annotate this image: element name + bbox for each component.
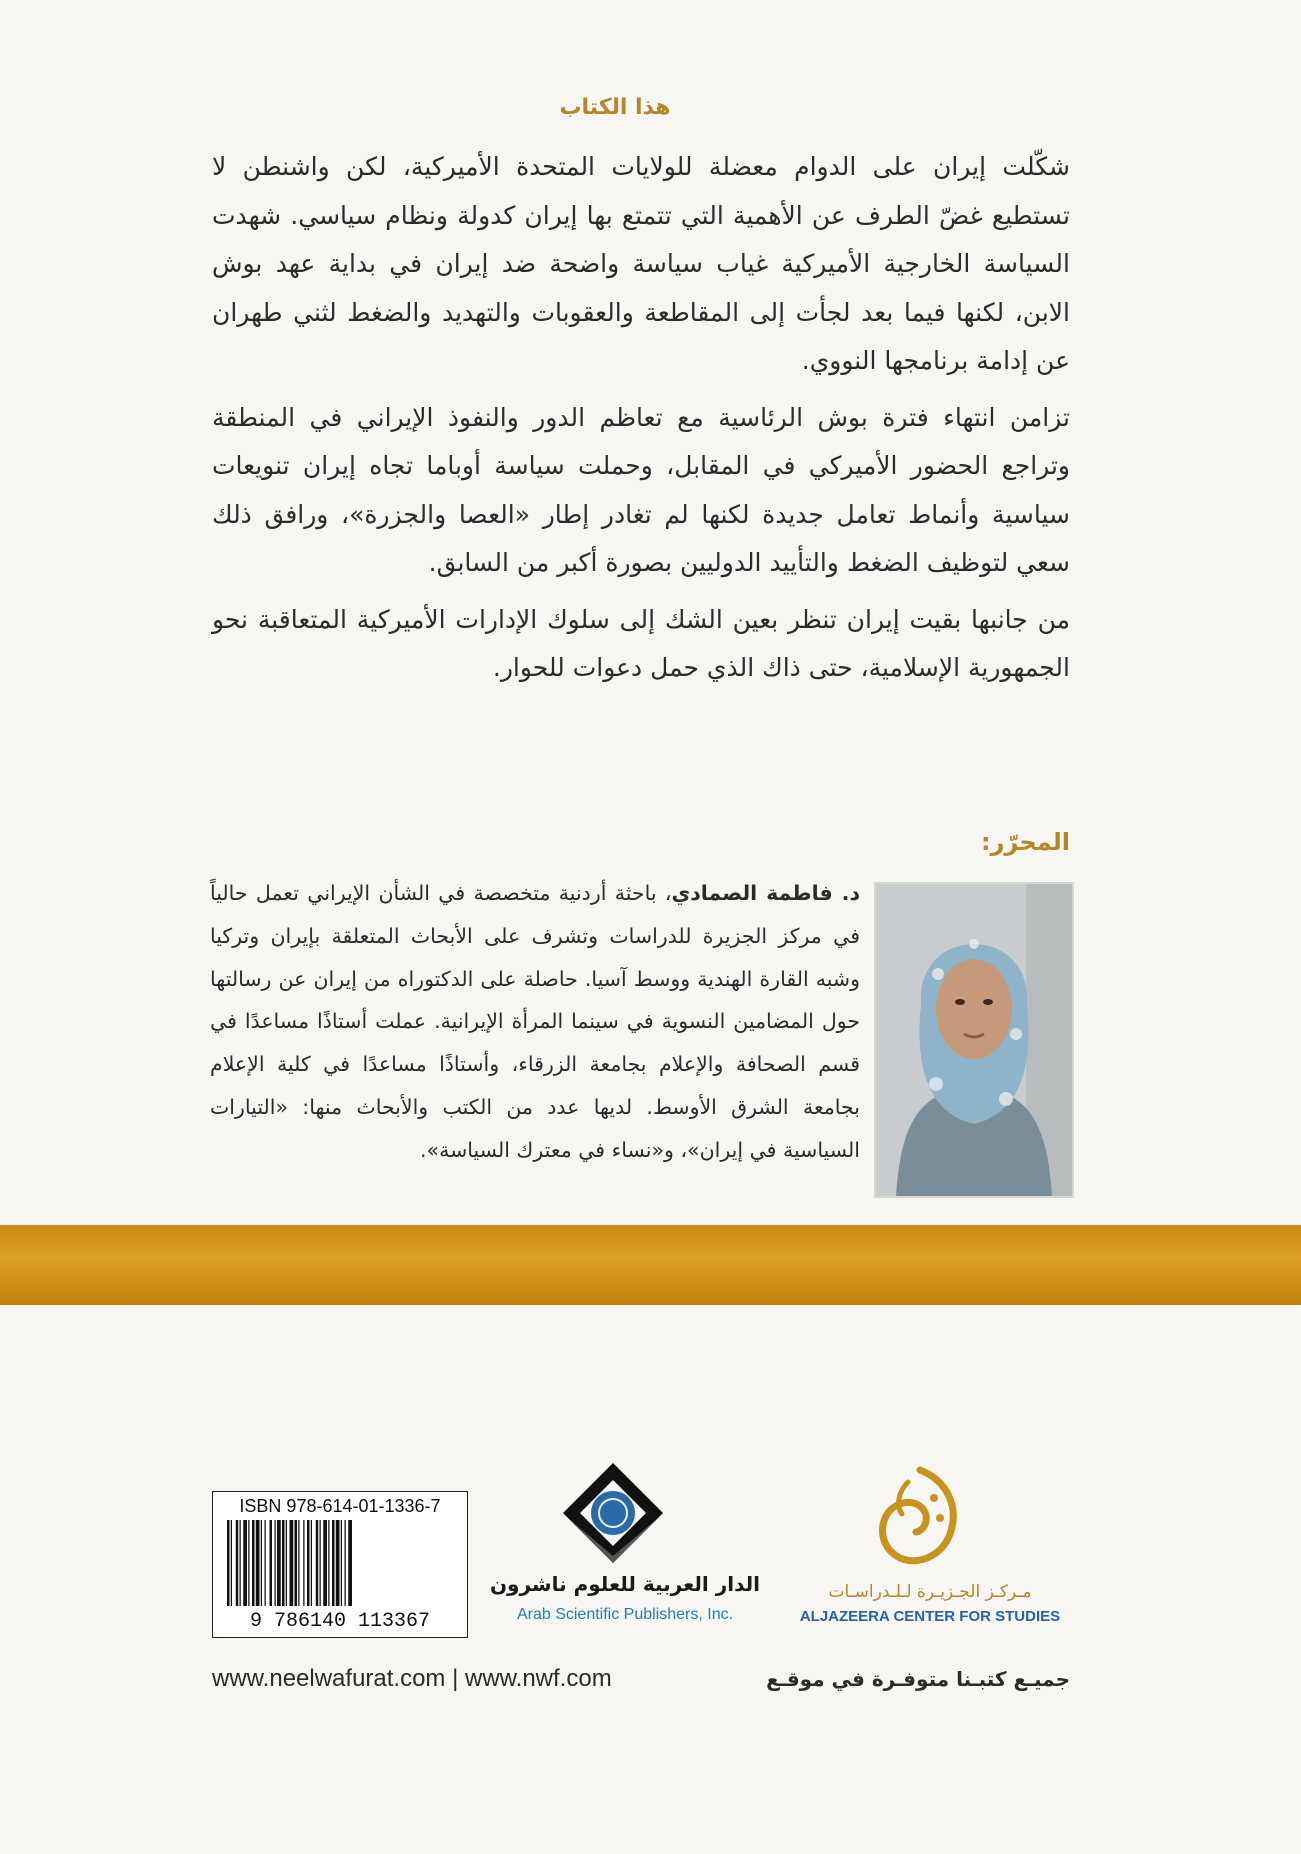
barcode-bar (286, 1520, 287, 1606)
barcode-bar (256, 1520, 260, 1606)
isbn-label: ISBN 978-614-01-1336-7 (239, 1496, 441, 1516)
barcode-bar (282, 1520, 285, 1606)
barcode-bar (336, 1520, 340, 1606)
about-body (212, 143, 1070, 701)
barcode-bar (348, 1520, 352, 1606)
footer-urls[interactable]: www.neelwafurat.com | www.nwf.com (212, 1665, 612, 1692)
about-paragraph-3: من جانبها بقيت إيران تنظر بعين الشك إلى سلوك الإدارات الأميركية المتعاقبة نحو الجمهورية الإسلامية، حتى ذاك الذي حمل دعوات للحوار. (212, 604, 1070, 682)
arab-scientific-publishers-logo-icon (558, 1458, 668, 1568)
barcode-bar (231, 1520, 232, 1606)
barcode-bar (227, 1520, 230, 1606)
about-heading: هذا الكتاب (559, 95, 671, 120)
barcode-bar (307, 1520, 310, 1606)
barcode-bar (270, 1520, 273, 1606)
barcode-bar (277, 1520, 281, 1606)
barcode-bar (240, 1520, 241, 1606)
editor-bio-text: ، باحثة أردنية متخصصة في الشأن الإيراني تعمل حالياً في مركز الجزيرة للدراسات وتشرف على الأبحاث المتعلقة بإيران وتركيا وشبه القارة الهندية ووسط آسيا. حاصلة على الدكتوراه من إيران عن رسالتها حول المضامين النسوية في سينما المرأة الإيرانية. عملت أستاذًا مساعدًا في قسم الصحافة والإعلام بجامعة الزرقاء، وأستاذًا مساعدًا في كلية الإعلام بجامعة الشرق الأوسط. لديها عدد من الكتب والأبحاث منها: «التيارات السياسية في إيران»، و«نساء في معترك السياسة». (210, 881, 860, 1162)
barcode-bar (243, 1520, 247, 1606)
gold-band (0, 1225, 1301, 1305)
publisher-name-english: Arab Scientific Publishers, Inc. (516, 1606, 734, 1623)
about-paragraph-1: شكّلت إيران على الدوام معضلة للولايات المتحدة الأميركية، لكن واشنطن لا تستطيع غضّ الطرف عن الأهمية التي تتمتع بها إيران كدولة ونظام سياسي. شهدت السياسة الخارجية الأميركية غياب سياسة واضحة ضد إيران في بداية عهد بوش الابن، لكنها فيما بعد لجأت إلى المقاطعة والعقوبات والتهديد والضغط لثني طهران عن إدامة برنامجها النووي. (212, 152, 1070, 375)
barcode-bar (265, 1520, 266, 1606)
editor-heading: المحرّر: (981, 828, 1070, 856)
barcode (212, 1491, 468, 1638)
barcode-bar (298, 1520, 299, 1606)
barcode-bar (295, 1520, 298, 1606)
editor-photo (874, 882, 1074, 1198)
footer-line (212, 1662, 1070, 1696)
barcode-bar (332, 1520, 335, 1606)
barcode-bar (316, 1520, 319, 1606)
barcode-bar (236, 1520, 239, 1606)
about-paragraph-2: تزامن انتهاء فترة بوش الرئاسية مع تعاظم الدور والنفوذ الإيراني في المنطقة وتراجع الحضور الأميركي في المقابل، وحملت سياسة أوباما تجاه إيران تنويعات سياسية وأنماط تعامل جديدة لكنها لم تغادر إطار «العصا والجزرة»، ورافق ذلك سعي لتوظيف الضغط والتأييد الدوليين بصورة أكبر من السابق. (212, 402, 1070, 577)
barcode-bar (320, 1520, 321, 1606)
barcode-digits: 9 786140 113367 (249, 1610, 431, 1633)
barcode-bar (248, 1520, 249, 1606)
barcode-bar (345, 1520, 346, 1606)
barcode-bar (341, 1520, 342, 1606)
barcode-bar (303, 1520, 304, 1606)
barcode-bar (252, 1520, 255, 1606)
barcode-bar (275, 1520, 276, 1606)
aljazeera-name-arabic: مـركـز الجـزيـرة لـلـدراسـات (828, 1582, 1032, 1602)
barcode-bar (328, 1520, 329, 1606)
aljazeera-logo-icon (868, 1462, 972, 1572)
barcode-bars (227, 1520, 453, 1610)
editor-name: د. فاطمة الصمادي (671, 881, 860, 905)
aljazeera-name-english: ALJAZEERA CENTER FOR STUDIES (799, 1608, 1061, 1625)
barcode-bar (311, 1520, 312, 1606)
editor-bio (210, 872, 860, 1172)
publisher-name-arabic: الدار العربية للعلوم ناشرون (489, 1572, 761, 1596)
footer-arabic-text: جميـع كتبـنا متوفـرة في موقـع (766, 1667, 1070, 1691)
barcode-bar (290, 1520, 294, 1606)
barcode-bar (323, 1520, 327, 1606)
editor-portrait-illustration (876, 884, 1072, 1196)
barcode-bar (261, 1520, 262, 1606)
